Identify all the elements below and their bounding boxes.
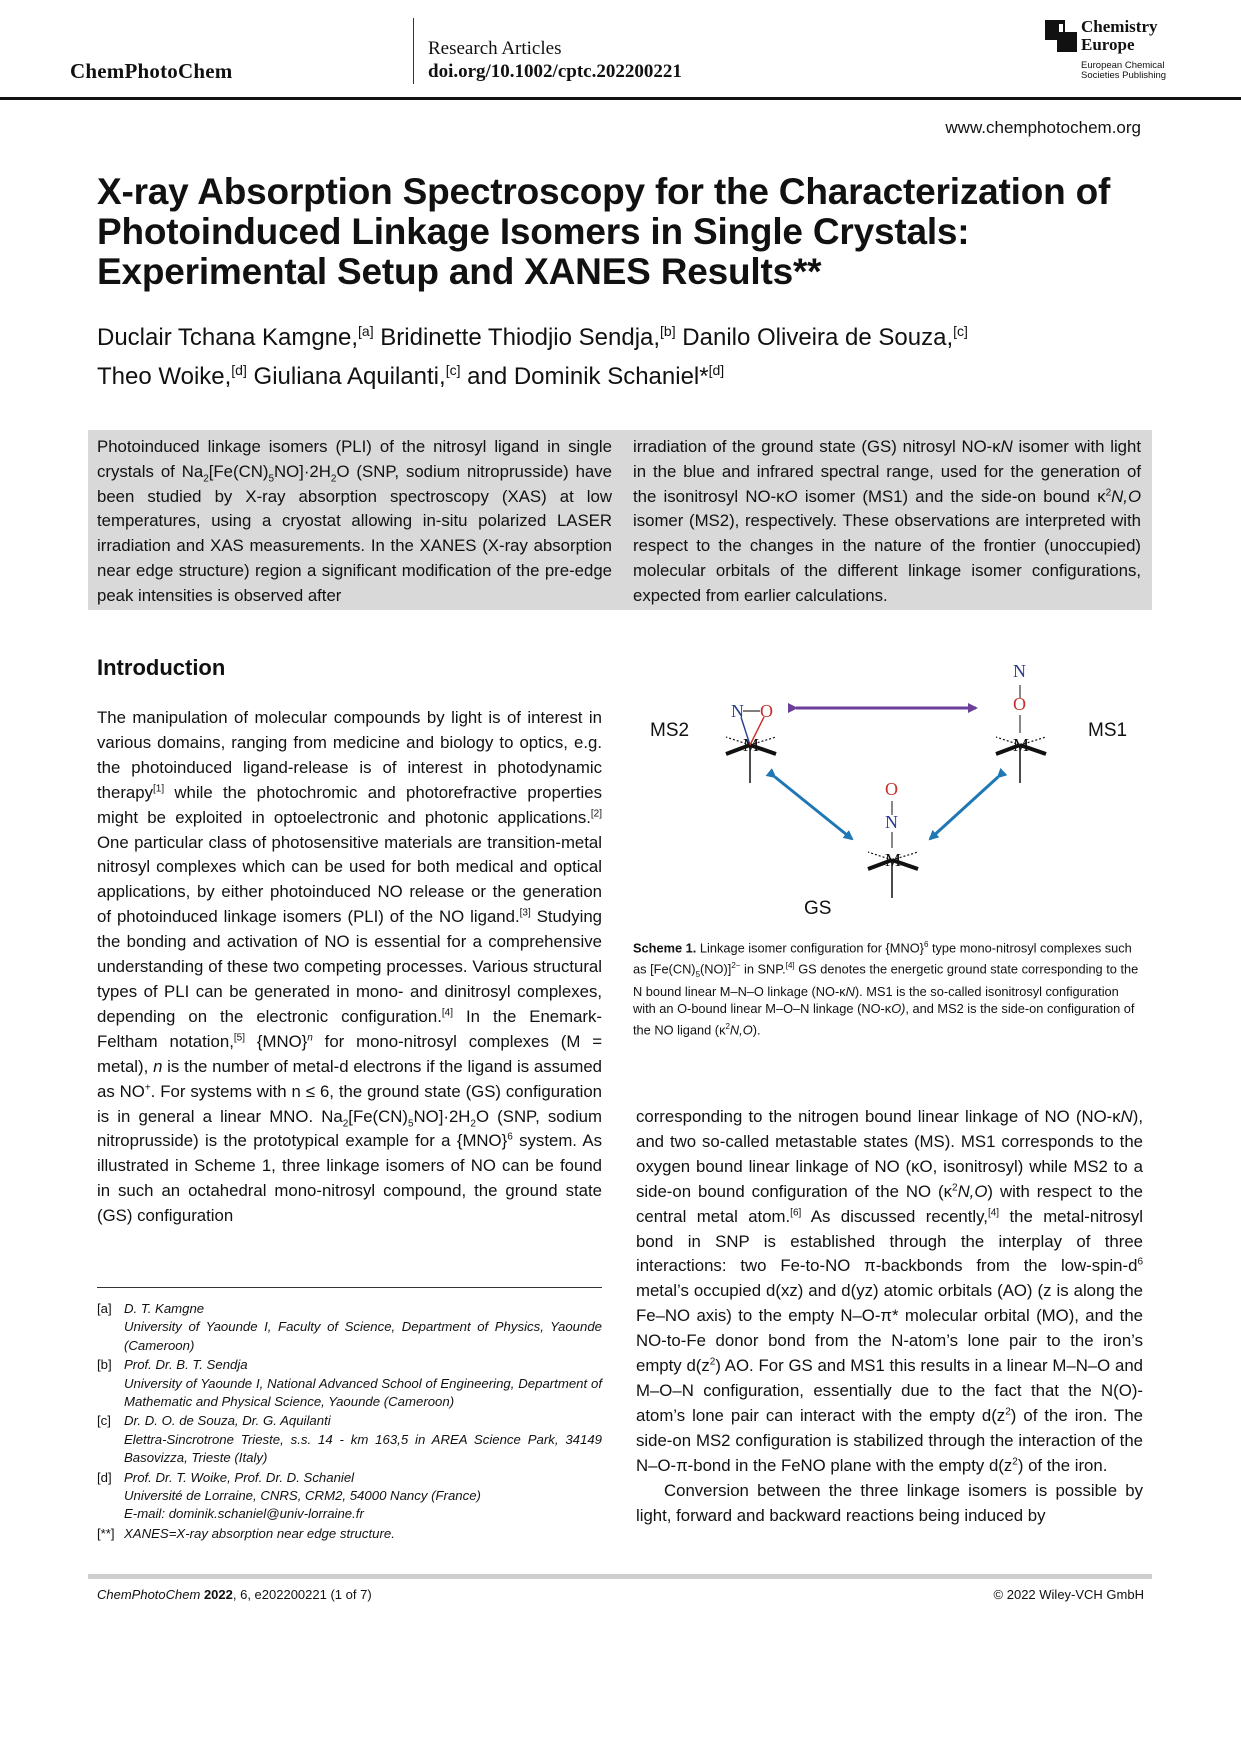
ms1-o-atom: O — [1013, 694, 1026, 714]
scheme-caption: Scheme 1. Linkage isomer configuration for {MNO}$^6$ type mono-nitrosyl complexes such as $[Fe(CN)_5(NO)]^{2-}$ in SNP.[4] GS denotes the energetic ground state corresponding to the N bound linear M–N–O linkage (NO-κN). MS1 is the so-called isonitrosyl configuration with an O-bound linear M–O–N linkage (NO-κO), and MS2 is the side-on configuration of the NO ligand $(\kappa^2N,O)$. — [633, 940, 1139, 1037]
logo-name-line1: Chemistry — [1081, 17, 1158, 36]
author: Bridinette Thiodjio Sendja,[b] — [380, 323, 676, 351]
body-text-left-column — [97, 706, 602, 1229]
label-ms2: MS2 — [650, 720, 690, 741]
arrow-ms2-gs — [775, 777, 852, 839]
footnote-rule — [97, 1287, 602, 1288]
publisher-logo-subtitle — [1081, 61, 1166, 81]
paragraph: corresponding to the nitrogen bound linear linkage of NO (NO-κN), and two so-called metastable states (MS). MS1 corresponds to the oxygen bound linear linkage of NO (κO, isonitrosyl) while MS2 to a side-on bound configuration of the NO $(\kappa^2N,O)$ with respect to the central metal atom.[6] As discussed recently,[4] the metal-nitrosyl bond in SNP is established through the interplay of three interactions: two Fe-to-NO π-backbonds from the low-$spin-d^6$ metal’s occupied d(xz) and d(yz) atomic orbitals (AO) (z is along the Fe–NO axis) to the empty N–O-π* molecular orbital (MO), and the NO-to-Fe donor bond from the N-atom’s lone pair to the iron’s empty $d(z^2)$ AO. For GS and MS1 this results in a linear M–N–O and M–O–N configuration, essentially due to the fact that the N(O)-atom’s lone pair can interact with the empty $d(z^2)$ of the iron. The side-on MS2 configuration is stabilized through the interaction of the N–O-π-bond in the FeNO plane with the empty $d(z^2)$ of the iron. — [636, 1107, 1144, 1475]
paragraph: Conversion between the three linkage isomers is possible by light, forward and backward reactions being induced by — [636, 1480, 1143, 1525]
ms2-metal-atom: M — [743, 735, 760, 755]
header-divider — [413, 18, 414, 84]
paragraph: The manipulation of molecular compounds by light is of interest in various domains, ranging from medicine and biology to optics, e.g. the photoinduced ligand-release is of interest in photodynamic therapy[1] while the photochromic and photorefractive properties might be exploited in optoelectronic and photonic applications.[2] One particular class of photosensitive materials are transition-metal nitrosyl complexes which can be used for both medical and optical applications, by either photoinduced NO release or the generation of photoinduced linkage isomers (PLI) of the NO ligand.[3] Studying the bonding and activation of NO is essential for a comprehensive understanding of these two competing processes. Various structural types of PLI can be generated in mono- and dinitrosyl complexes, depending on the electronic configuration.[4] In the Enemark-Feltham notation,[5] {MNO}$^n$ for mono-nitrosyl complexes (M = metal), n is the number of metal-d electrons if the ligand is assumed as NO+. For systems with n ≤ 6, the ground state (GS) configuration is in general a linear MNO. $Na_2[Fe(CN)_5NO]\cdot 2H_2O$ (SNP, sodium nitroprusside) is the prototypical example for a {MNO}$^6$ system. As illustrated in Scheme 1, three linkage isomers of NO can be found in such an octahedral mono-nitrosyl compound, the ground state (GS) configuration — [97, 708, 603, 1226]
footnote: [d] Prof. Dr. T. Woike, Prof. Dr. D. Schaniel Université de Lorraine, CNRS, CRM2, 54000 Nancy (France) E-mail: dominik.schaniel@univ-lorraine.fr — [97, 1469, 602, 1524]
body-text-right-column — [636, 1105, 1143, 1528]
arrow-gs-ms1 — [930, 777, 998, 839]
footnote: [c] Dr. D. O. de Souza, Dr. G. Aquilanti Elettra-Sincrotrone Trieste, s.s. 14 - km 163,5 in AREA Science Park, 34149 Basovizza, Trieste (Italy) — [97, 1413, 602, 1466]
abstract-right-column: irradiation of the ground state (GS) nitrosyl NO-κN isomer with light in the blue and infrared spectral range, used for the generation of the isonitrosyl NO-κO isomer (MS1) and the side-on bound $\kappa^2N,O$ isomer (MS2), respectively. These observations are interpreted with respect to the changes in the nature of the frontier (unoccupied) molecular orbitals of the different linkage isomer configurations, expected from earlier calculations. — [633, 437, 1141, 605]
abstract-left-column: Photoinduced linkage isomers (PLI) of the nitrosyl ligand in single crystals of $Na_2[Fe(CN)_5NO]\cdot 2H_2O$ (SNP, sodium nitroprusside) have been studied by X-ray absorption spectroscopy (XAS) at low temperatures, using a cryostat allowing in-situ polarized LASER irradiation and XAS measurements. In the XANES (X-ray absorption near edge structure) region a significant modification of the pre-edge peak intensities is observed after — [97, 437, 612, 605]
affiliation-footnotes — [97, 1300, 602, 1544]
scheme-1-diagram — [630, 655, 1150, 930]
ms2-o-atom: O — [760, 701, 773, 721]
ms2-complex — [726, 701, 776, 783]
ms2-n-atom: N — [731, 701, 744, 721]
author: Duclair Tchana Kamgne,[a] — [97, 323, 374, 351]
gs-n-atom: N — [885, 812, 898, 832]
author: Danilo Oliveira de Souza,[c] — [682, 323, 968, 351]
logo-sub-line1: European Chemical — [1081, 60, 1165, 71]
chemistry-europe-logo-icon — [1045, 20, 1079, 54]
header-rule — [0, 97, 1241, 100]
label-ms1: MS1 — [1088, 720, 1128, 741]
footnote: [b] Prof. Dr. B. T. Sendja University of Yaounde I, National Advanced School of Engineering, Department of Mathematic and Physical Science, Yaounde (Cameroon) — [97, 1357, 602, 1410]
gs-o-atom: O — [885, 779, 898, 799]
logo-name-line2: Europe — [1081, 35, 1135, 54]
footer-rule — [88, 1574, 1152, 1579]
logo-sub-line2: Societies Publishing — [1081, 70, 1167, 81]
ms1-metal-atom: M — [1013, 735, 1030, 755]
publisher-logo-name — [1081, 18, 1157, 54]
footer-copyright: © 2022 Wiley-VCH GmbH — [993, 1587, 1144, 1602]
ms1-complex — [996, 661, 1046, 783]
footnote: [**] XANES=X-ray absorption near edge structure. — [97, 1525, 395, 1541]
author: and Dominik Schaniel*[d] — [467, 362, 725, 390]
journal-name: ChemPhotoChem — [70, 59, 233, 83]
label-gs: GS — [804, 898, 832, 919]
footnote: [a] D. T. Kamgne University of Yaounde I, Faculty of Science, Department of Physics, Yaounde (Cameroon) — [97, 1301, 602, 1353]
journal-website-link[interactable]: www.chemphotochem.org — [945, 118, 1141, 137]
article-title: X-ray Absorption Spectroscopy for the Characterization of Photoinduced Linkage Isomers in Single Crystals: Experimental Setup and XANES Results** — [97, 171, 1111, 292]
abstract — [88, 430, 1152, 610]
ms1-n-atom: N — [1013, 661, 1026, 681]
author-list — [97, 315, 1157, 393]
author: Theo Woike,[d] — [97, 362, 247, 390]
gs-complex — [868, 779, 918, 898]
section-heading-introduction: Introduction — [97, 655, 226, 680]
author: Giuliana Aquilanti,[c] — [253, 362, 461, 390]
gs-metal-atom: M — [885, 850, 902, 870]
email-link[interactable]: E-mail: dominik.schaniel@univ-lorraine.fr — [124, 1506, 364, 1522]
footer-citation: ChemPhotoChem 2022, 6, e202200221 (1 of 7) — [97, 1587, 372, 1602]
section-label: Research Articles — [428, 38, 562, 59]
doi-link[interactable]: doi.org/10.1002/cptc.202200221 — [428, 61, 682, 82]
